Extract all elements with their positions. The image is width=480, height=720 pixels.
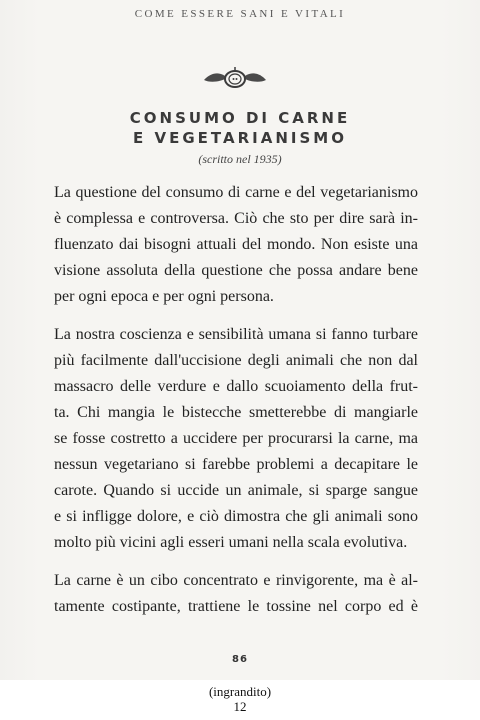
text-line: ta. Chi mangia le bistecche smetterebbe di mangiarle <box>54 404 418 421</box>
text-line: più facilmente dall'uccisione degli animali che non dal <box>54 352 418 369</box>
text-line: visione assoluta della questione che possa andare bene <box>54 262 418 279</box>
chapter-title <box>0 108 480 148</box>
text-line: fluenzato dai bisogni attuali del mondo. Non esiste una <box>54 236 418 253</box>
paragraph-1 <box>54 180 418 310</box>
body-text <box>54 180 418 632</box>
chapter-title-line-2: E VEGETARIANISMO <box>133 129 347 147</box>
caption <box>0 684 480 714</box>
text-line: e si infligge dolore, e ciò dimostra che gli animali sono <box>54 508 418 525</box>
chapter-subtitle: (scritto nel 1935) <box>198 152 282 166</box>
text-line: La nostra coscienza e sensibilità umana si fanno turbare <box>54 326 418 343</box>
running-header: COME ESSERE SANI E VITALI <box>134 8 346 20</box>
page-number: 86 <box>232 654 248 665</box>
text-line: molto più vicini agli esseri umani nella scala evolutiva. <box>54 534 408 551</box>
page-edge-right <box>440 0 480 690</box>
text-line: massacro delle verdure e dallo scuoiamento della frut- <box>54 378 418 395</box>
chapter-title-line-1: CONSUMO DI CARNE <box>129 109 351 127</box>
paragraph-3 <box>54 568 418 620</box>
text-line: è complessa e controversa. Ciò che sto per dire sarà in- <box>54 210 418 227</box>
text-line: per ogni epoca e per ogni persona. <box>54 288 274 305</box>
text-line: se fosse costretto a uccidere per procurarsi la carne, ma <box>54 430 418 447</box>
apple-with-leaves-icon <box>200 66 270 88</box>
caption-line-2: 12 <box>233 699 247 714</box>
text-line: La questione del consumo di carne e del vegetarianismo <box>54 184 418 201</box>
text-line: carote. Quando si uccide un animale, si sparge sangue <box>54 482 418 499</box>
text-line: tamente costipante, trattiene le tossine nel corpo ed è <box>54 598 418 615</box>
text-line: La carne è un cibo concentrato e rinvigorente, ma è al- <box>54 572 418 589</box>
page-edge-left <box>0 0 40 690</box>
caption-line-1: (ingrandito) <box>208 684 272 699</box>
text-line: nessun vegetariano si farebbe problemi a decapitare le <box>54 456 418 473</box>
paragraph-2 <box>54 322 418 556</box>
